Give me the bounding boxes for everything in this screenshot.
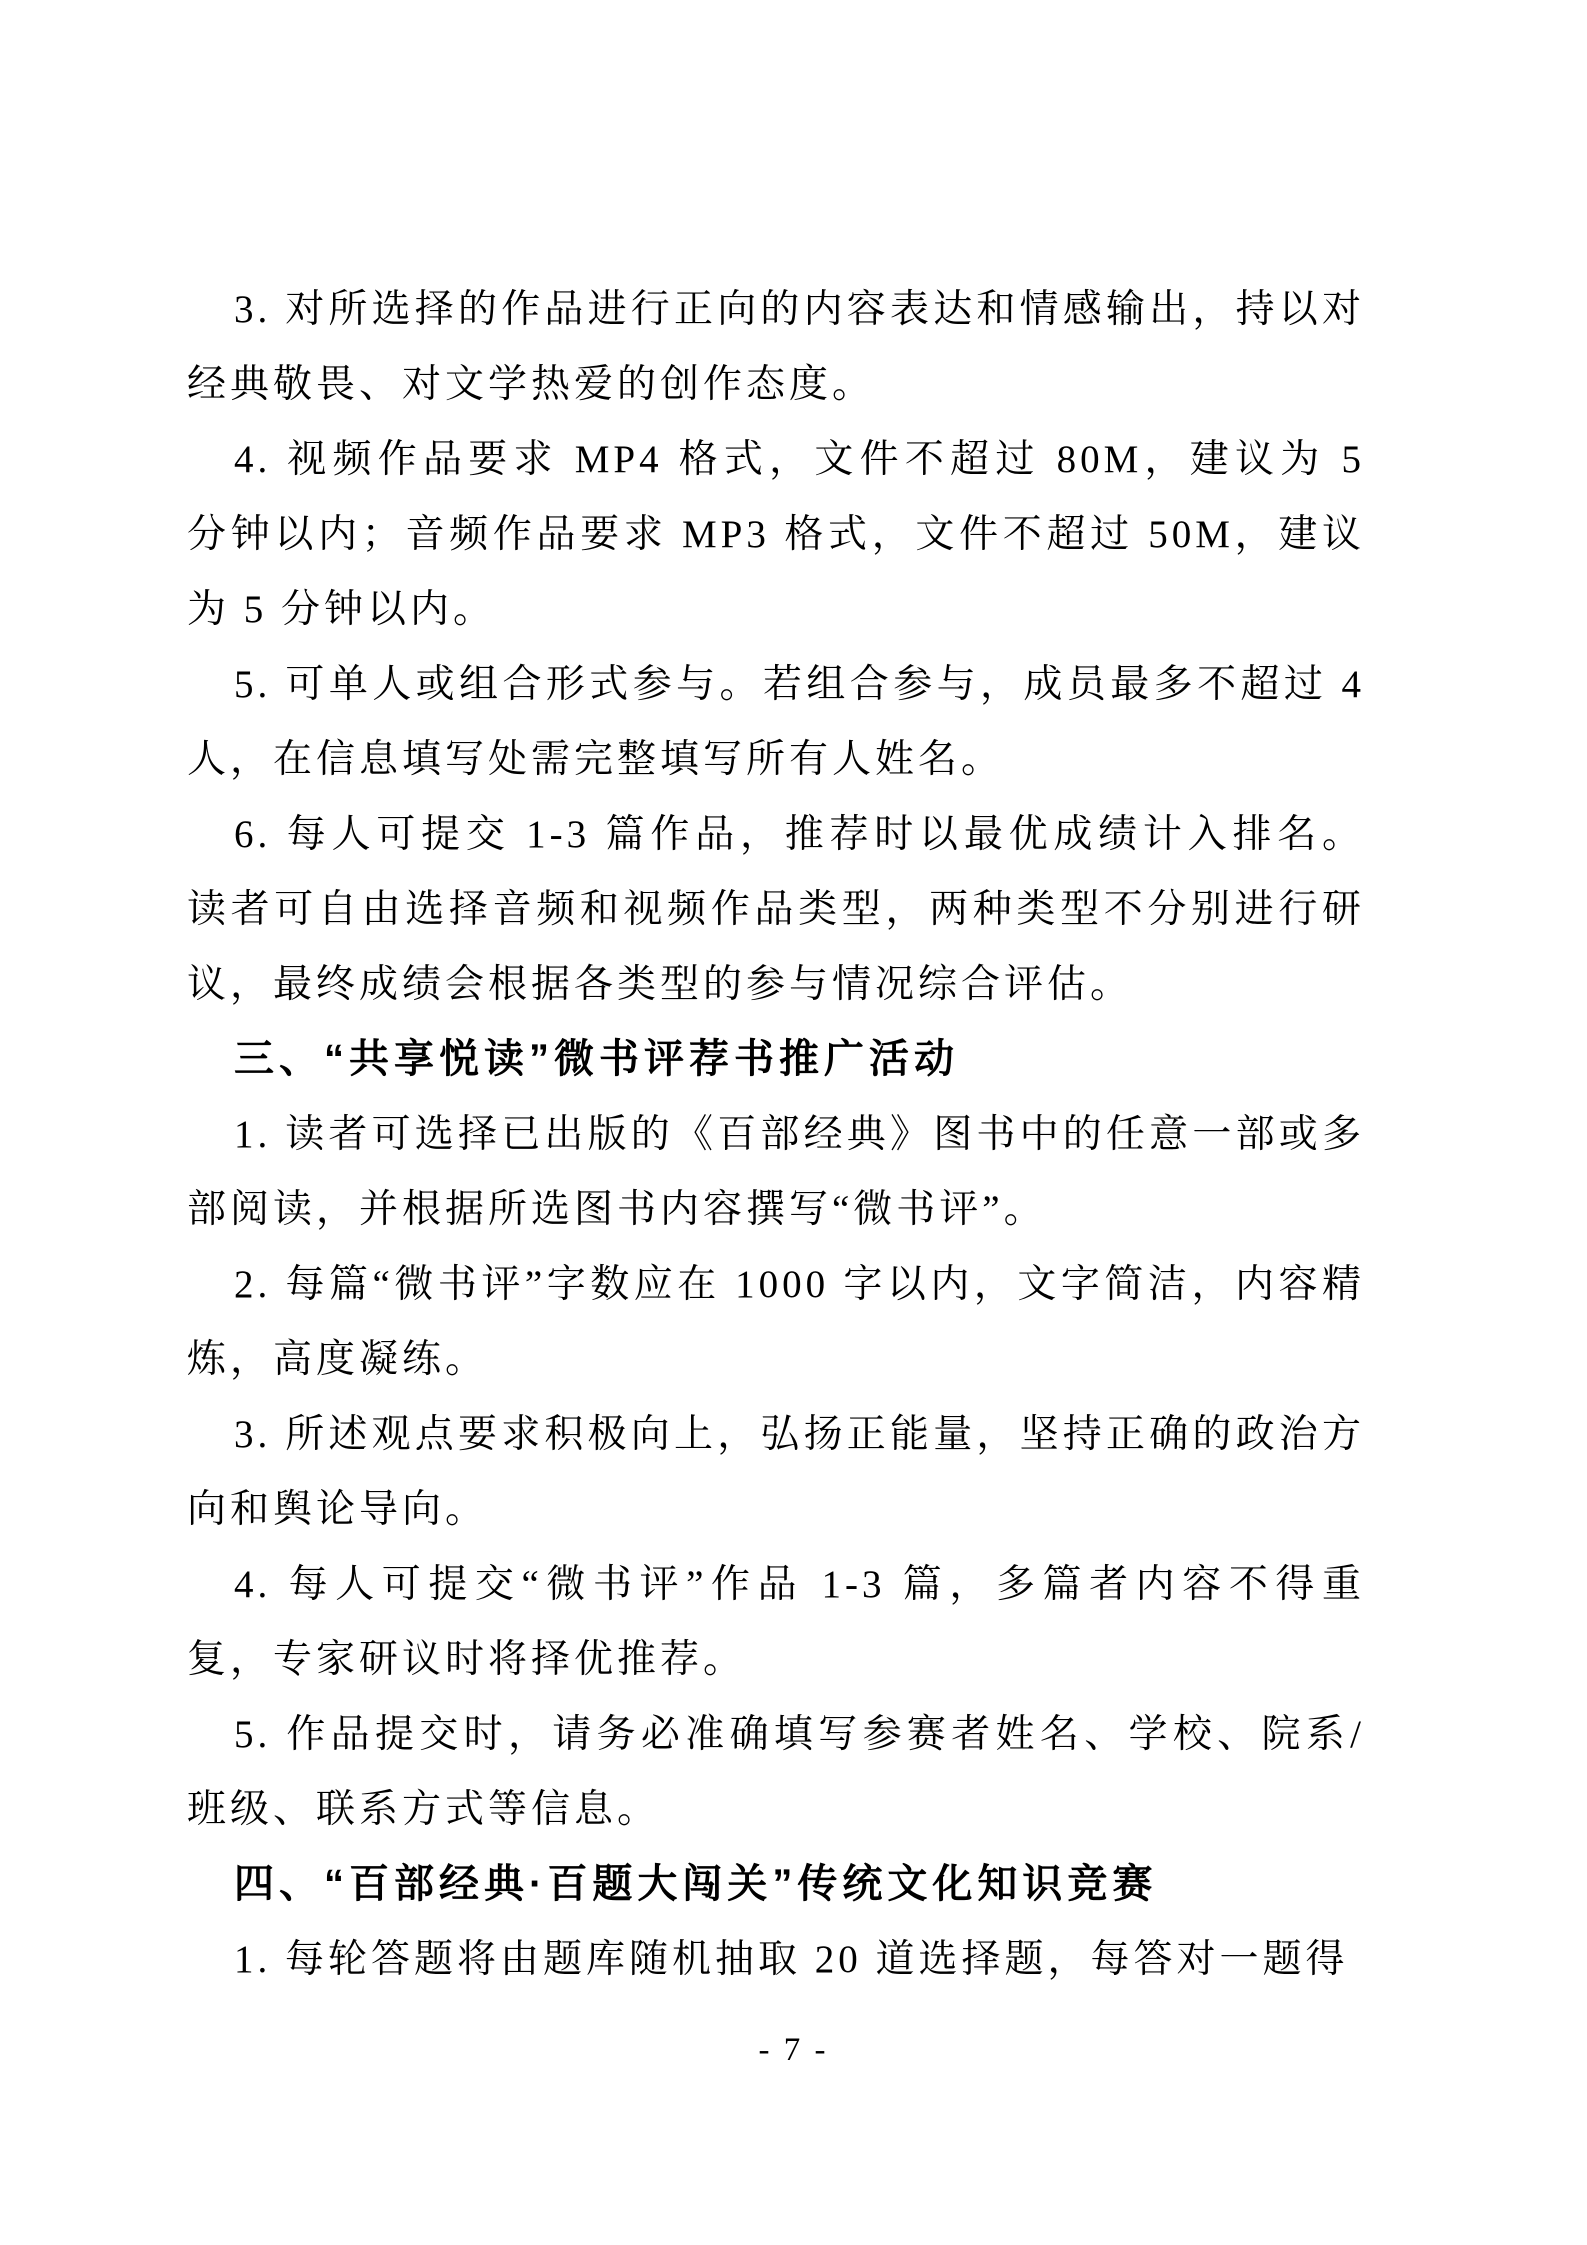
paragraph: 4. 每人可提交“微书评”作品 1-3 篇，多篇者内容不得重复，专家研议时将择优推荐。 bbox=[187, 1563, 1365, 1681]
paragraph: 6. 每人可提交 1-3 篇作品，推荐时以最优成绩计入排名。读者可自由选择音频和视频作品类型，两种类型不分别进行研议，最终成绩会根据各类型的参与情况综合评估。 bbox=[187, 813, 1365, 1006]
paragraph: 4. 视频作品要求 MP4 格式，文件不超过 80M，建议为 5 分钟以内；音频作品要求 MP3 格式，文件不超过 50M，建议为 5 分钟以内。 bbox=[187, 438, 1365, 631]
paragraph: 3. 所述观点要求积极向上，弘扬正能量，坚持正确的政治方向和舆论导向。 bbox=[187, 1413, 1365, 1531]
section-heading: 四、“百部经典·百题大闯关”传统文化知识竞赛 bbox=[234, 1862, 1158, 1906]
section-heading: 三、“共享悦读”微书评荐书推广活动 bbox=[234, 1037, 959, 1081]
page-number: - 7 - bbox=[758, 2032, 829, 2068]
paragraph: 3. 对所选择的作品进行正向的内容表达和情感输出，持以对经典敬畏、对文学热爱的创作态度。 bbox=[187, 288, 1365, 406]
document-body bbox=[187, 272, 1365, 1997]
paragraph: 2. 每篇“微书评”字数应在 1000 字以内，文字简洁，内容精炼，高度凝练。 bbox=[187, 1263, 1365, 1381]
paragraph: 1. 读者可选择已出版的《百部经典》图书中的任意一部或多部阅读，并根据所选图书内容撰写“微书评”。 bbox=[187, 1113, 1365, 1231]
paragraph: 5. 作品提交时，请务必准确填写参赛者姓名、学校、院系/班级、联系方式等信息。 bbox=[187, 1713, 1365, 1831]
paragraph: 1. 每轮答题将由题库随机抽取 20 道选择题，每答对一题得 bbox=[234, 1938, 1349, 1981]
paragraph: 5. 可单人或组合形式参与。若组合参与，成员最多不超过 4 人，在信息填写处需完整填写所有人姓名。 bbox=[187, 663, 1365, 781]
